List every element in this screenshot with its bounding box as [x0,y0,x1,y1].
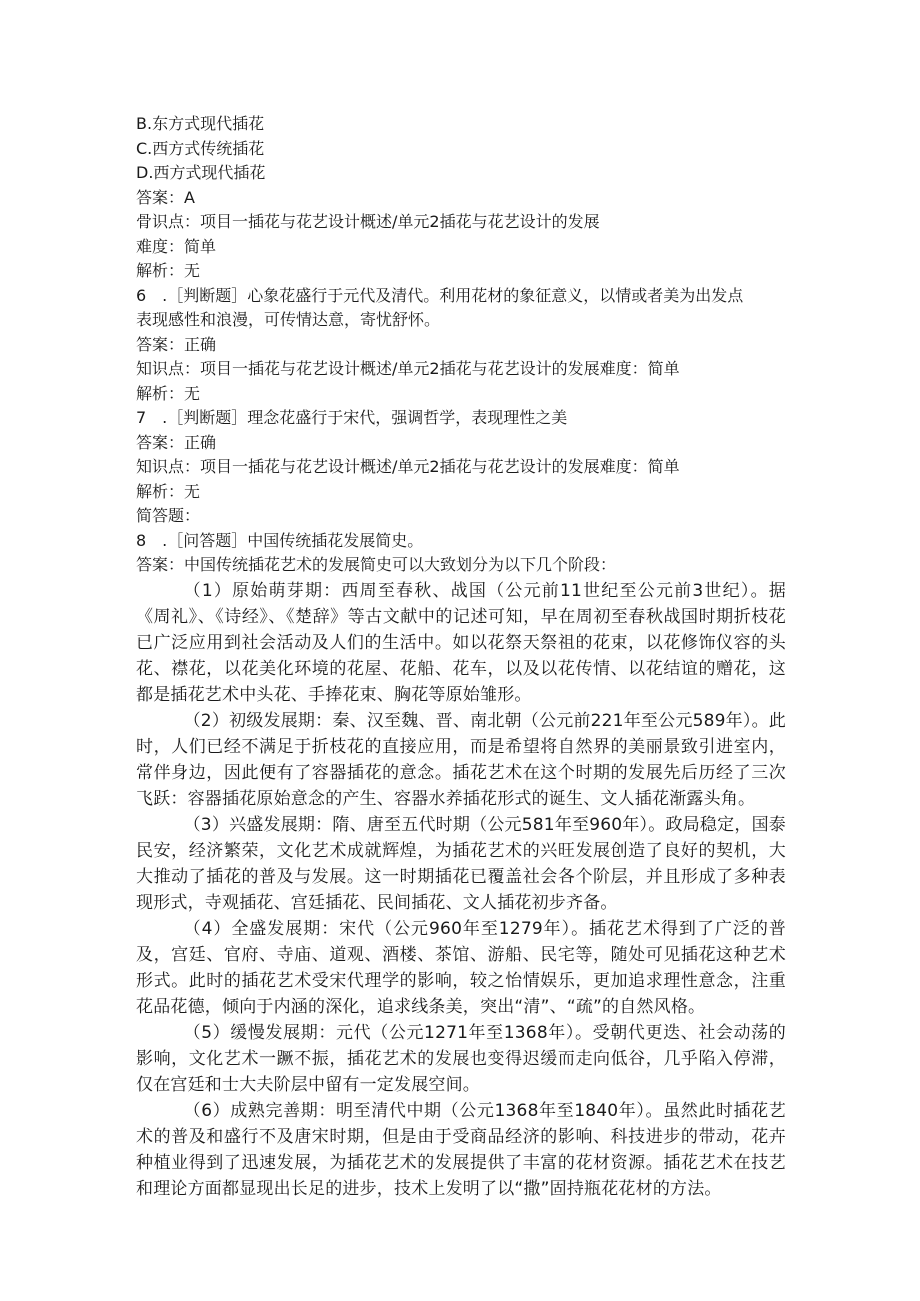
stage-paragraph-5: （5）缓慢发展期：元代（公元1271年至1368年）。受朝代更迭、社会动荡的影响，文化艺术一蹶不振，插花艺术的发展也变得迟缓而走向低谷，几乎陷入停滞，仅在宫廷和士大夫阶层中留有一定发展空间。 [136,1022,786,1095]
stage-paragraph-6: （6）成熟完善期：明至清代中期（公元1368年至1840年）。虽然此时插花艺术的普及和盛行不及唐宋时期，但是由于受商品经济的影响、科技进步的带动，花卉种植业得到了迅速发展，为插花艺术的发展提供了丰富的花材资源。插花艺术在技艺和理论方面都显现出长足的进步，技术上发明了以“撒”固持瓶花花材的方法。 [136,1100,786,1199]
stage-paragraph-3: （3）兴盛发展期：隋、唐至五代时期（公元581年至960年）。政局稳定，国泰民安，经济繁荣，文化艺术成就辉煌，为插花艺术的兴旺发展创造了良好的契机，大大推动了插花的普及与发展。这一时期插花已覆盖社会各个阶层，并且形成了多种表现形式，寺观插花、宫廷插花、民间插花、文人插花初步齐备。 [136,814,786,913]
option-d: D.西方式现代插花 [136,163,266,182]
question-6-analysis: 解析：无 [136,383,201,403]
question-7-stem: 7 .［判断题］理念花盛行于宋代，强调哲学，表现理性之美 [136,408,568,427]
knowledge-point: 骨识点：项目一插花与花艺设计概述/单元2插花与花艺设计的发展 [136,212,600,231]
difficulty: 难度：简单 [136,236,217,256]
question-8-stem: 8 .［问答题］中国传统插花发展简史。 [136,530,424,550]
option-c: C.西方式传统插花 [136,138,265,158]
question-7-answer: 答案：正确 [136,432,217,452]
question-7-knowledge: 知识点：项目一插花与花艺设计概述/单元2插花与花艺设计的发展难度：简单 [136,457,680,476]
question-6-knowledge: 知识点：项目一插花与花艺设计概述/单元2插花与花艺设计的发展难度：简单 [136,359,680,378]
analysis: 解析：无 [136,261,201,280]
document-body [136,112,786,1202]
question-6-stem-line1: 6 .［判断题］心象花盛行于元代及清代。利用花材的象征意义，以情或者美为出发点 [136,285,744,305]
answer: 答案：A [136,187,195,207]
stage-paragraph-1: （1）原始萌芽期：西周至春秋、战国（公元前11世纪至公元前3世纪）。据《周礼》、《诗经》、《楚辞》等古文献中的记述可知，早在周初至春秋战国时期折枝花已广泛应用到社会活动及人们的生活中。如以花祭天祭祖的花束，以花修饰仪容的头花、襟花，以花美化环境的花屋、花船、花车，以及以花传情、以花结谊的赠花，这都是插花艺术中头花、手捧花束、胸花等原始雏形。 [136,580,786,705]
option-b: B.东方式现代插花 [136,114,265,133]
section-title: 简答题： [136,506,201,525]
question-6-stem-line2: 表现感性和浪漫，可传情达意，寄忧舒怀。 [136,310,441,329]
question-6-answer: 答案：正确 [136,334,217,354]
question-8-answer-intro: 答案：中国传统插花艺术的发展简史可以大致划分为以下几个阶段： [136,555,617,574]
stage-paragraph-4: （4）全盛发展期：宋代（公元960年至1279年）。插花艺术得到了广泛的普及，宫廷、官府、寺庙、道观、酒楼、茶馆、游船、民宅等，随处可见插花这种艺术形式。此时的插花艺术受宋代理学的影响，较之怡情娱乐，更加追求理性意念，注重花品花德，倾向于内涵的深化，追求线条美，突出“清”、“疏”的自然风格。 [136,918,786,1017]
question-7-analysis: 解析：无 [136,481,201,501]
stage-paragraph-2: （2）初级发展期：秦、汉至魏、晋、南北朝（公元前221年至公元589年）。此时，人们已经不满足于折枝花的直接应用，而是希望将自然界的美丽景致引进室内，常伴身边，因此便有了容器插花的意念。插花艺术在这个时期的发展先后历经了三次飞跃：容器插花原始意念的产生、容器水养插花形式的诞生、文人插花渐露头角。 [136,710,786,809]
